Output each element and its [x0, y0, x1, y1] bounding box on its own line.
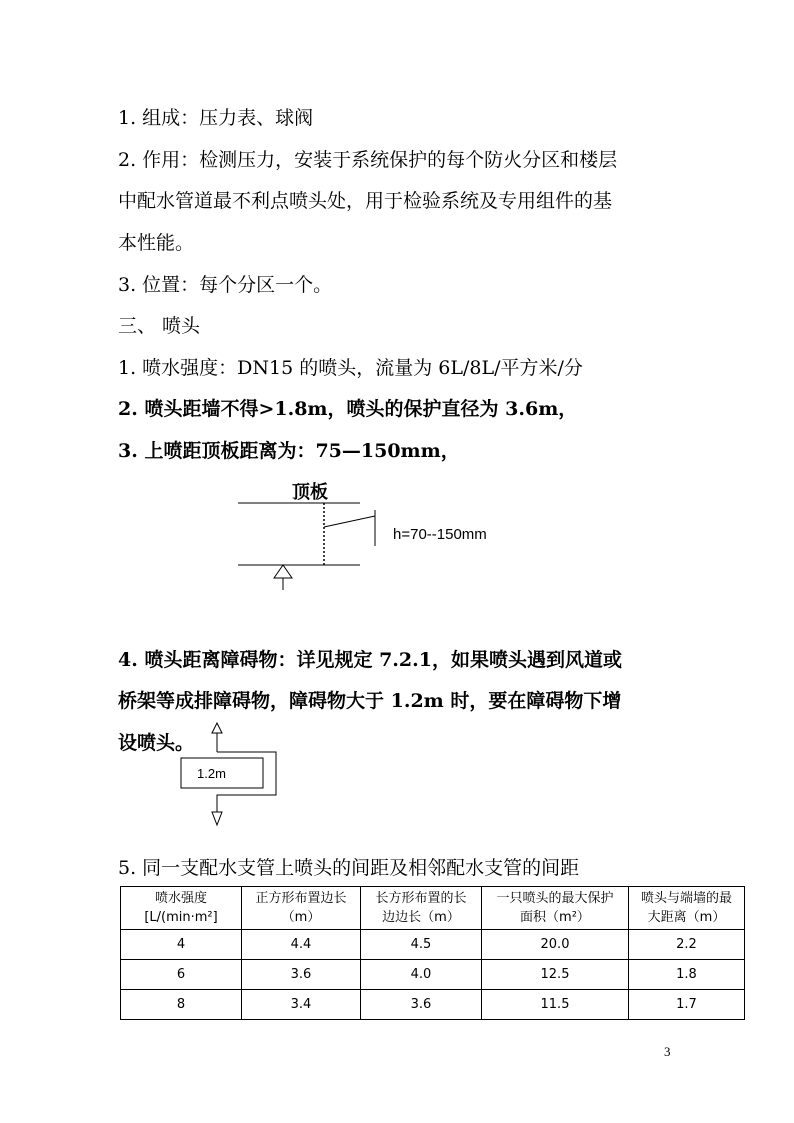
table-cell: 3.6	[361, 990, 482, 1020]
table-row	[121, 960, 745, 990]
obstruction-diagram	[181, 723, 276, 825]
table-row	[121, 990, 745, 1020]
sprinkler-spacing-table	[120, 886, 745, 1020]
table-cell: 3.6	[242, 960, 361, 990]
table-header-cell: 一只喷头的最大保护 面积（m²）	[482, 887, 629, 930]
text-line: 中配水管道最不利点喷头处，用于检验系统及专用组件的基	[118, 190, 613, 212]
table-cell: 1.8	[629, 960, 745, 990]
text-line: 桥架等成排障碍物，障碍物大于 1.2m 时，要在障碍物下增	[118, 690, 622, 712]
upper-sprinkler-icon	[212, 723, 222, 733]
text-line: 3. 上喷距顶板距离为：75—150mm，	[118, 440, 460, 462]
text-line: 设喷头。	[118, 732, 195, 754]
table-cell: 4.5	[361, 930, 482, 960]
table-row	[121, 930, 745, 960]
table-header-cell: 长方形布置的长 边边长（m）	[361, 887, 482, 930]
text-line: 5. 同一支配水支管上喷头的间距及相邻配水支管的间距	[118, 857, 580, 879]
lower-sprinkler-icon	[212, 812, 222, 825]
table-cell: 4.0	[361, 960, 482, 990]
table-cell: 8	[121, 990, 242, 1020]
text-line: 3. 位置：每个分区一个。	[118, 274, 333, 296]
table-cell: 20.0	[482, 930, 629, 960]
table-cell: 4	[121, 930, 242, 960]
text-line: 2. 作用：检测压力，安装于系统保护的每个防火分区和楼层	[118, 149, 618, 171]
obstruction-width-label: 1.2m	[197, 766, 226, 781]
text-line: 1. 组成：压力表、球阀	[118, 107, 314, 129]
table-cell: 1.7	[629, 990, 745, 1020]
text-line: 2. 喷头距墙不得>1.8m，喷头的保护直径为 3.6m，	[118, 398, 578, 420]
section-heading: 三、 喷头	[118, 315, 201, 337]
text-line: 本性能。	[118, 232, 195, 254]
text-line: 1. 喷水强度：DN15 的喷头，流量为 6L/8L/平方米/分	[118, 357, 583, 379]
table-cell: 12.5	[482, 960, 629, 990]
table-cell: 6	[121, 960, 242, 990]
table-header-cell: 喷水强度 [L/(min·m²]	[121, 887, 242, 930]
table-cell: 2.2	[629, 930, 745, 960]
pipe-bypass	[217, 752, 276, 812]
table-cell: 11.5	[482, 990, 629, 1020]
table-header-cell: 喷头与端墙的最 大距离（m）	[629, 887, 745, 930]
table-cell: 4.4	[242, 930, 361, 960]
ceiling-label: 顶板	[292, 482, 328, 502]
page-number: 3	[664, 1044, 671, 1059]
table-header-cell: 正方形布置边长 （m）	[242, 887, 361, 930]
table-cell: 3.4	[242, 990, 361, 1020]
clearance-dimension: h=70--150mm	[393, 526, 487, 543]
table-header-row	[121, 887, 745, 930]
text-line: 4. 喷头距离障碍物：详见规定 7.2.1，如果喷头遇到风道或	[118, 649, 622, 671]
